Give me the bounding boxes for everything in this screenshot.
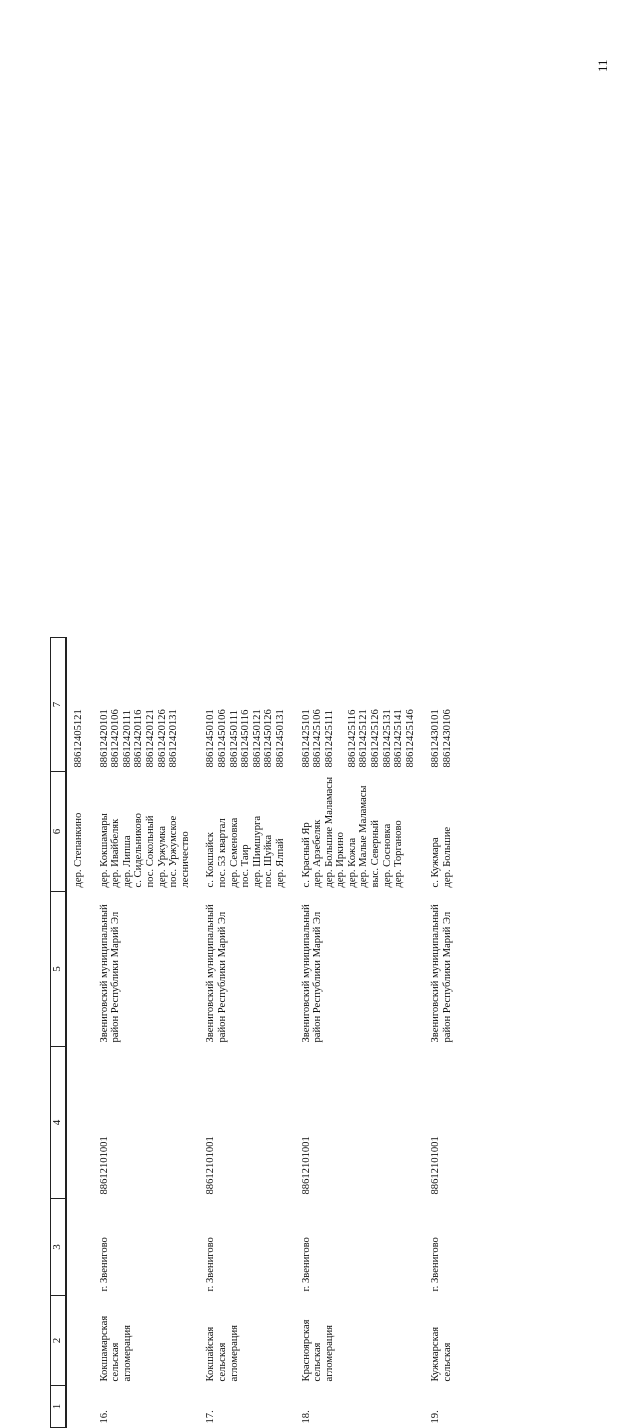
settlement-name: дер. Ялпай xyxy=(274,838,286,888)
header-cell: 1 xyxy=(51,1386,67,1428)
settlement-name: дер. Большие Маламасы xyxy=(323,776,335,888)
settlement-code: 88612450126 xyxy=(263,709,275,768)
header-cell: 6 xyxy=(51,772,67,892)
settlement-name: дер. Иркино xyxy=(335,832,347,888)
settlement-name: дер. Ивайбеляк xyxy=(110,818,122,888)
settlement-name: пос. 53 квартал xyxy=(216,818,228,888)
settlement-code: 88612450121 xyxy=(251,709,263,768)
row-number: 18. xyxy=(300,1410,312,1424)
settlement-name: дер. Уржумка xyxy=(156,826,168,888)
city-code-cell xyxy=(295,1047,425,1199)
settlement-code: 88612405121 xyxy=(73,709,84,768)
settlement-code: 88612425111 xyxy=(323,710,335,768)
district-name: Звениговский муниципальный район Республики Марий Эл xyxy=(205,904,228,1043)
agglomeration-name: Кужмарская сельская xyxy=(430,1326,454,1382)
table-row xyxy=(93,638,200,1428)
city-name-cell xyxy=(93,1199,200,1296)
city-name-cell xyxy=(424,1199,461,1296)
settlement-name: дер. Шимшурга xyxy=(251,815,263,888)
table-row xyxy=(295,638,425,1428)
city-name-cell xyxy=(295,1199,425,1296)
settlement-code: 88612425106 xyxy=(312,709,324,768)
settlement-code: 88612420101 xyxy=(98,709,110,768)
district-name: Звениговский муниципальный район Республики Марий Эл xyxy=(300,904,324,1043)
settlement-names-cell xyxy=(199,772,294,892)
header-cell: 3 xyxy=(51,1199,67,1296)
city-code: 88612101001 xyxy=(430,1136,442,1195)
settlement-name: дер. Кокшамары xyxy=(98,813,110,888)
settlement-names-cell xyxy=(424,772,461,892)
settlement-code: 88612420131 xyxy=(168,709,180,768)
city-name: г. Звенигово xyxy=(205,1237,217,1292)
settlement-code: 88612450131 xyxy=(274,709,286,768)
header-row xyxy=(51,638,67,1428)
settlement-code: 88612425126 xyxy=(370,709,382,768)
settlement-code xyxy=(335,642,347,768)
settlement-code: 88612425131 xyxy=(381,709,393,768)
rotated-table-container xyxy=(50,638,576,1428)
city-name: г. Звенигово xyxy=(300,1237,312,1292)
settlement-names-cell xyxy=(93,772,200,892)
agglomeration-name-cell xyxy=(199,1296,294,1386)
settlement-names-cell xyxy=(295,772,425,892)
table-row xyxy=(66,638,93,1428)
header-cell: 4 xyxy=(51,1047,67,1199)
table-body xyxy=(66,638,462,1428)
city-name-cell xyxy=(199,1199,294,1296)
settlement-code: 88612425121 xyxy=(358,709,370,768)
settlement-name: дер. Липша xyxy=(121,835,133,888)
district-name-cell xyxy=(66,892,93,1047)
city-code-cell xyxy=(66,1047,93,1199)
settlement-name: пос. Шуйка xyxy=(263,834,275,888)
settlement-code: 88612420121 xyxy=(144,709,156,768)
agglomeration-name-cell xyxy=(93,1296,200,1386)
settlement-name: дер. Арзебеляк xyxy=(312,819,324,888)
settlement-name: дер. Семеновка xyxy=(228,817,240,888)
settlement-code: 88612450111 xyxy=(228,710,240,768)
district-name-cell xyxy=(295,892,425,1047)
settlement-name: дер. Малые Маламасы xyxy=(358,785,370,888)
row-number: 16. xyxy=(98,1410,110,1424)
district-name: Звениговский муниципальный район Республики Марий Эл xyxy=(430,904,454,1043)
agglomeration-name: Кокшайская сельская агломерация xyxy=(205,1324,240,1382)
settlement-name: дер. Большие xyxy=(442,826,454,888)
header-cell: 7 xyxy=(51,638,67,772)
settlements-table xyxy=(50,637,462,1428)
settlement-code: 88612430101 xyxy=(430,709,442,768)
row-number-cell xyxy=(424,1386,461,1428)
settlement-code: 88612420116 xyxy=(133,709,145,768)
settlement-codes-cell xyxy=(199,638,294,772)
city-name: г. Звенигово xyxy=(98,1237,110,1292)
settlement-name: с. Сидельниково xyxy=(133,813,145,888)
settlement-code: 88612425101 xyxy=(300,709,312,768)
settlement-name: пос. Уржумское лесничество xyxy=(168,815,191,888)
agglomeration-name-cell xyxy=(66,1296,93,1386)
city-code-cell xyxy=(199,1047,294,1199)
settlement-codes-cell xyxy=(424,638,461,772)
settlement-codes-cell xyxy=(93,638,200,772)
row-number-cell xyxy=(66,1386,93,1428)
settlement-name: с. Кокшайск xyxy=(205,832,217,888)
district-name: Звениговский муниципальный район Республики Марий Эл xyxy=(98,904,122,1043)
settlement-name: пос. Таир xyxy=(240,844,252,888)
header-cell: 2 xyxy=(51,1296,67,1386)
table-row xyxy=(424,638,461,1428)
settlement-code: 88612450106 xyxy=(216,709,228,768)
agglomeration-name-cell xyxy=(424,1296,461,1386)
district-name-cell xyxy=(424,892,461,1047)
city-code: 88612101001 xyxy=(300,1136,312,1195)
settlement-codes-cell xyxy=(295,638,425,772)
settlement-codes-cell xyxy=(66,638,93,772)
settlement-code: 88612420126 xyxy=(156,709,168,768)
page-number: 11 xyxy=(595,59,610,72)
settlement-name: дер. Степанкино xyxy=(73,812,84,888)
settlement-name: с. Красный Яр xyxy=(300,822,312,888)
city-code: 88612101001 xyxy=(98,1136,110,1195)
settlement-name: дер. Кожла xyxy=(346,837,358,888)
settlement-code: 88612450101 xyxy=(205,709,217,768)
row-number-cell xyxy=(93,1386,200,1428)
settlement-code: 88612425116 xyxy=(346,709,358,768)
settlement-code: 88612420111 xyxy=(121,710,133,768)
agglomeration-name: Кокшамарская сельская агломерация xyxy=(98,1315,133,1382)
settlement-name: дер. Торганово xyxy=(393,820,405,888)
settlement-code: 88612430106 xyxy=(442,709,454,768)
city-name: г. Звенигово xyxy=(430,1237,442,1292)
settlement-code: 88612425146 xyxy=(404,709,416,768)
district-name-cell xyxy=(199,892,294,1047)
settlement-name: дер. Сосновка xyxy=(381,823,393,888)
settlement-name: с. Кужмара xyxy=(430,837,442,888)
settlement-names-cell xyxy=(66,772,93,892)
row-number-cell xyxy=(295,1386,425,1428)
row-number: 19. xyxy=(430,1410,442,1424)
row-number-cell xyxy=(199,1386,294,1428)
city-code-cell xyxy=(93,1047,200,1199)
settlement-name: выс. Северный xyxy=(370,820,382,888)
settlement-code: 88612420106 xyxy=(110,709,122,768)
settlement-name: пос. Сокольный xyxy=(144,815,156,888)
table-row xyxy=(199,638,294,1428)
agglomeration-name: Красноярская сельская агломерация xyxy=(300,1319,335,1382)
district-name-cell xyxy=(93,892,200,1047)
city-name-cell xyxy=(66,1199,93,1296)
settlement-code: 88612425141 xyxy=(393,709,405,768)
city-code-cell xyxy=(424,1047,461,1199)
settlement-code: 88612450116 xyxy=(240,709,252,768)
row-number: 17. xyxy=(205,1410,217,1424)
header-cell: 5 xyxy=(51,892,67,1047)
agglomeration-name-cell xyxy=(295,1296,425,1386)
city-code: 88612101001 xyxy=(205,1136,217,1195)
